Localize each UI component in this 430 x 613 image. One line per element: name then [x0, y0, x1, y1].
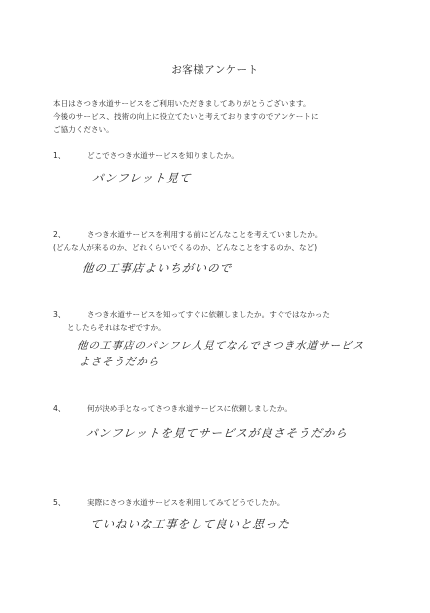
answer-4-handwritten: パンフレットを見てサービスが良さそうだから	[85, 426, 349, 440]
question-text: 何が決め手となってさつき水道サービスに依頼しましたか。	[87, 404, 293, 413]
intro-line: ご協力ください。	[53, 125, 114, 134]
question-number: 2、	[53, 230, 66, 239]
question-text: どこでさつき水道サービスを知りましたか。	[87, 151, 239, 160]
question-text: さつき水道サービスを利用する前にどんなことを考えていましたか。	[87, 230, 323, 239]
answer-2-handwritten: 他の工事店よいちがいので	[81, 261, 233, 275]
answer-3-handwritten-line: よさそうだから	[78, 356, 161, 368]
answer-1-handwritten: パンフレット見て	[91, 171, 193, 185]
intro-line: 今後のサービス、技術の向上に役立てたいと考えておりますのでアンケートに	[53, 112, 319, 121]
question-3	[53, 309, 330, 321]
intro-paragraph	[53, 97, 383, 136]
question-number: 5、	[53, 498, 66, 507]
question-2	[53, 229, 322, 241]
question-4	[53, 403, 292, 415]
question-2-subtext: (どんな人が来るのか、どれくらいでくるのか、どんなことをするのか、など)	[53, 243, 318, 252]
intro-line: 本日はさつき水道サービスをご利用いただきましてありがとうございます。	[53, 99, 311, 108]
question-number: 1、	[53, 151, 66, 160]
question-number: 4、	[53, 404, 66, 413]
question-number: 3、	[53, 310, 66, 319]
answer-5-handwritten: ていねいな工事をして良いと思った	[89, 517, 291, 531]
answer-3-handwritten-line: 他の工事店のパンフレ人見てなんでさつき水道サービス	[76, 340, 365, 352]
question-text: 実際にさつき水道サービスを利用してみてどうでしたか。	[87, 498, 285, 507]
page-title: お客様アンケート	[171, 64, 259, 76]
question-3-subtext: としたらそれはなぜですか。	[67, 323, 166, 332]
question-text: さつき水道サービスを知ってすぐに依頼しましたか。すぐではなかった	[87, 310, 330, 319]
question-5	[53, 497, 284, 509]
question-1	[53, 150, 239, 162]
